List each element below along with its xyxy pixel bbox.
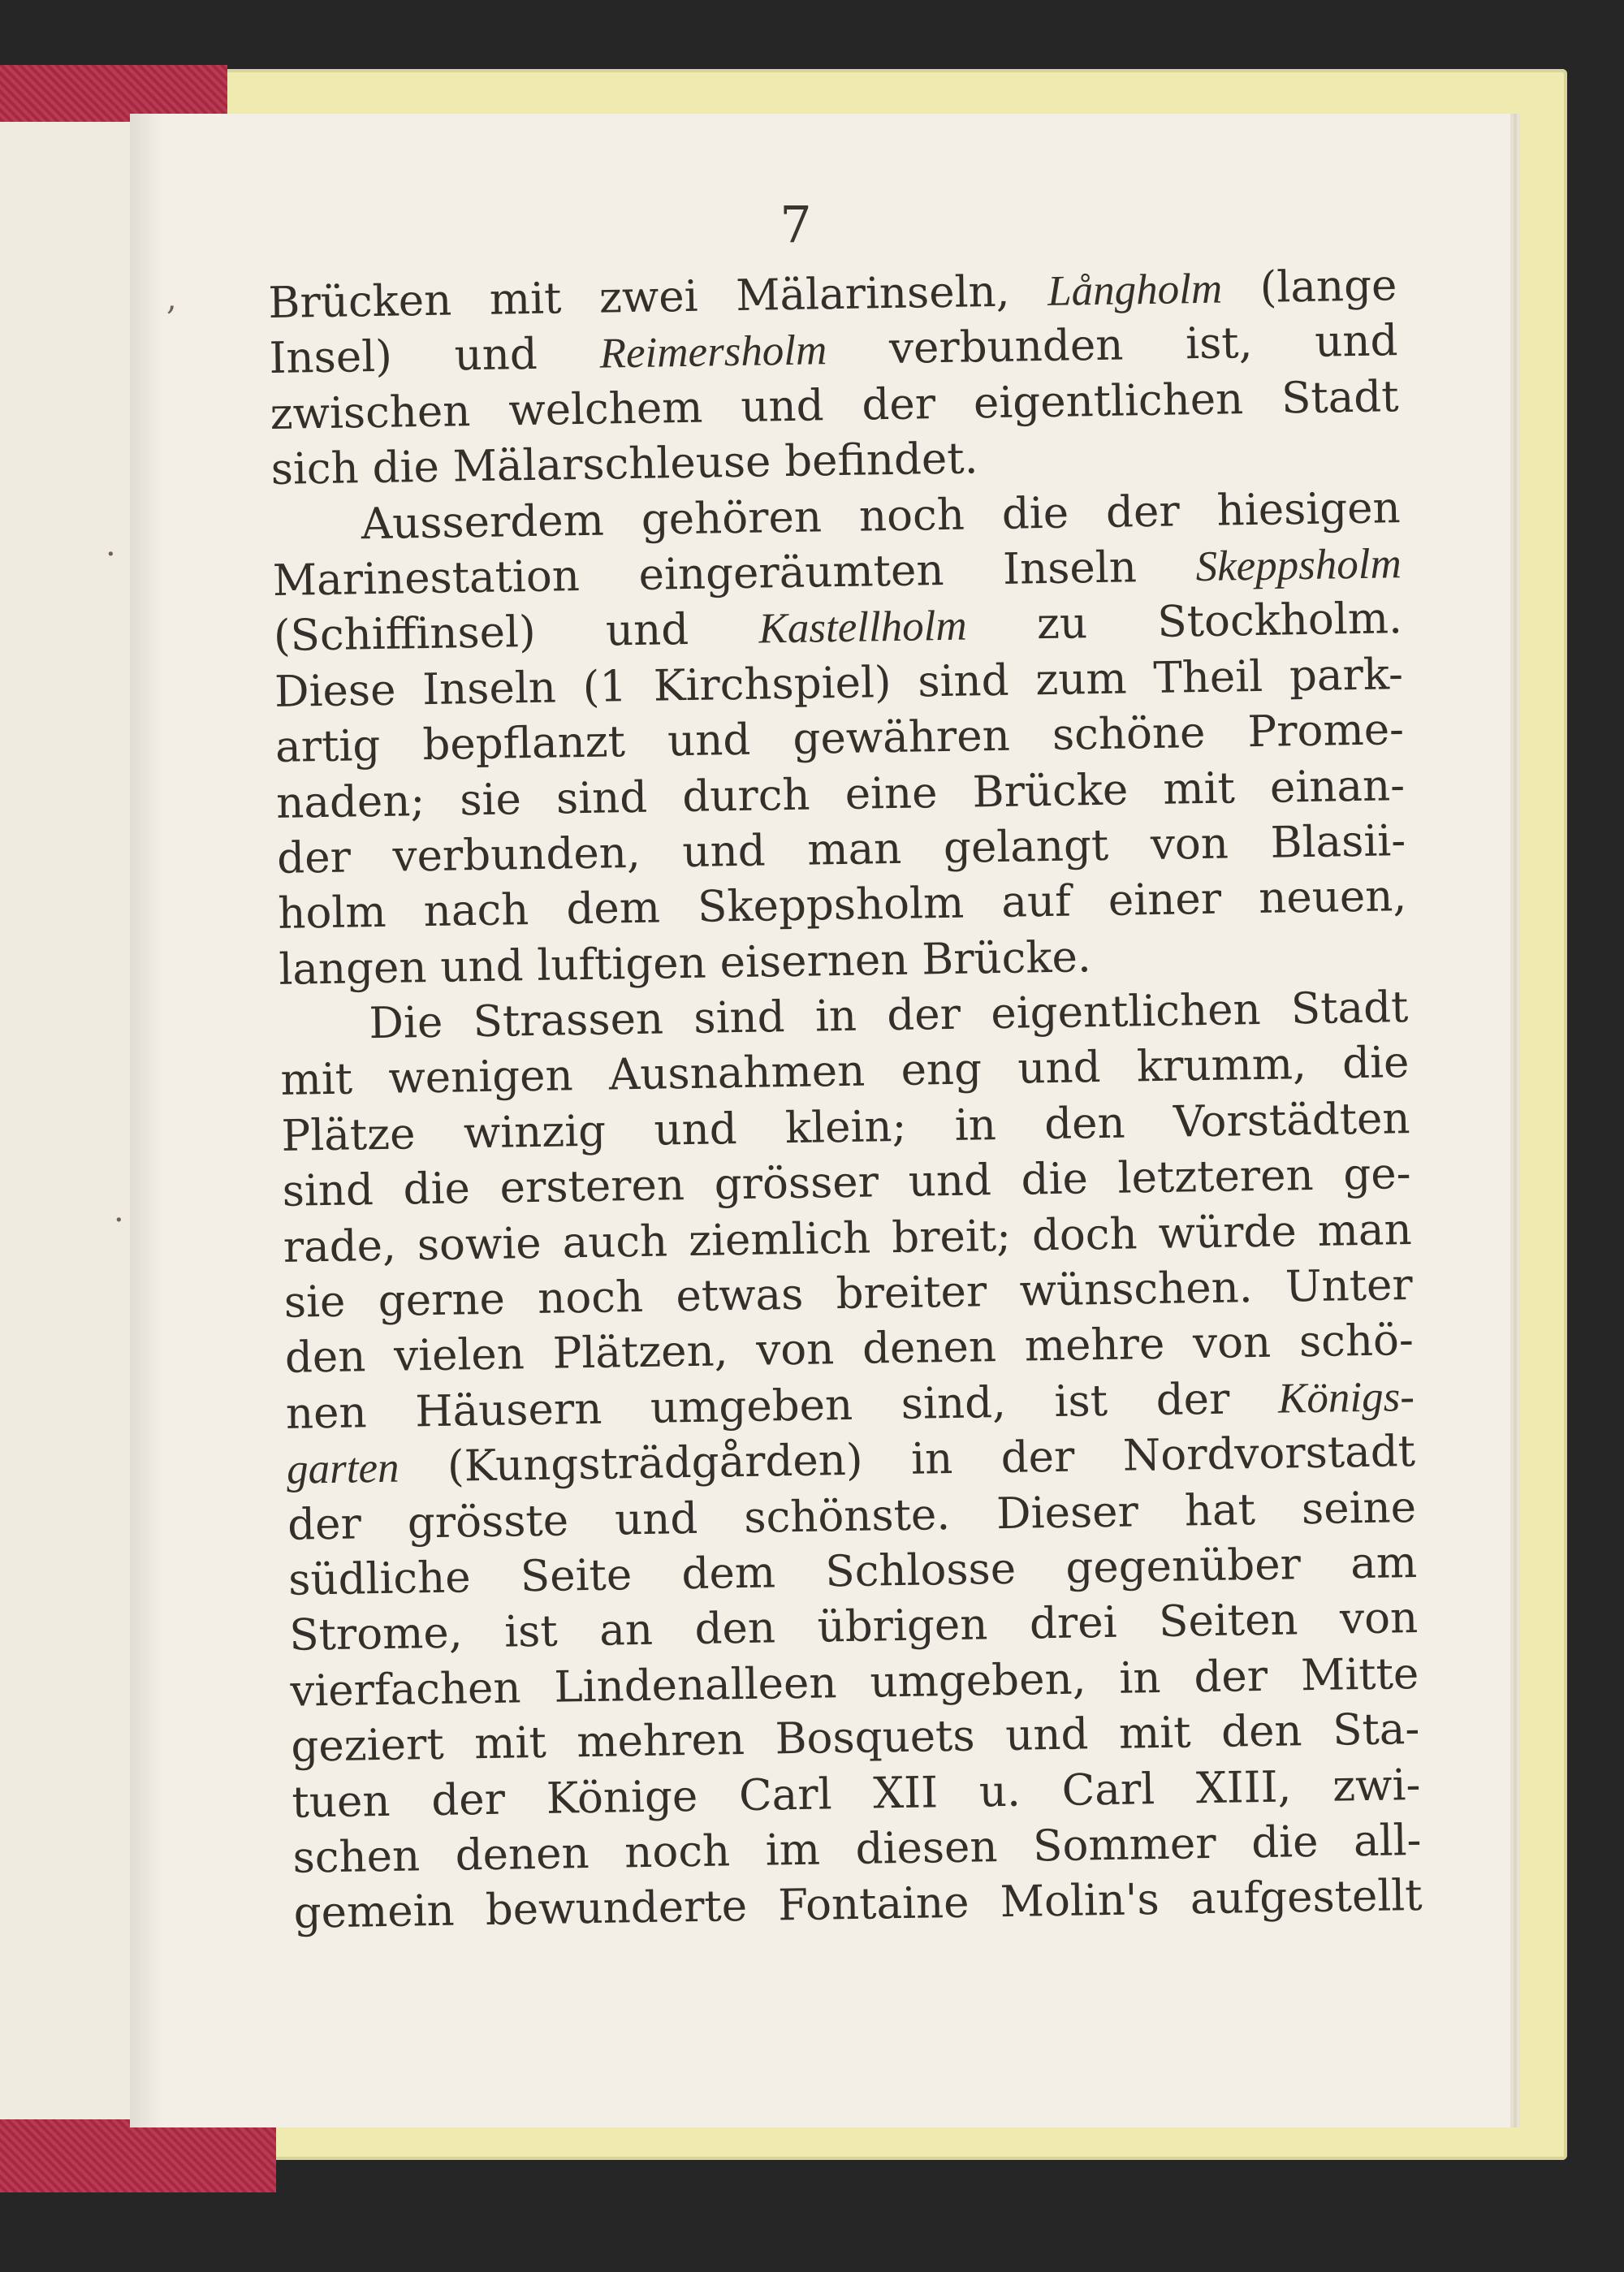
text-segment: nen Häusern umgeben sind, ist der [285, 1373, 1279, 1439]
text-segment: rade, sowie auch ziemlich breit; doch würde man [283, 1204, 1413, 1272]
text-segment: der grösste und schönste. Dieser hat seine [287, 1482, 1417, 1550]
text-segment: Ausserdem gehören noch die der hiesigen [361, 482, 1402, 549]
text-segment: vierfachen Lindenalleen umgeben, in der Mitte [289, 1648, 1419, 1717]
margin-speck: · [106, 536, 116, 573]
page-body-text [268, 258, 1423, 1942]
text-segment: tuen der Könige Carl XII u. Carl XIII, zwi- [292, 1760, 1421, 1828]
text-segment: verbunden ist, und [826, 316, 1398, 375]
text-segment: den vielen Plätzen, von denen mehre von schö- [284, 1315, 1415, 1384]
text-segment: Insel) und [269, 328, 601, 384]
italic-place-name: garten [286, 1444, 400, 1494]
text-segment: (lange [1221, 261, 1397, 313]
italic-place-name: Kastellholm [758, 602, 968, 653]
italic-place-name: Skeppsholm [1195, 540, 1402, 591]
text-segment: Diese Inseln (1 Kirchspiel) sind zum Theil park- [274, 649, 1404, 717]
text-segment: artig bepflanzt und gewähren schöne Prome- [274, 705, 1405, 773]
text-segment: zu Stockholm. [966, 594, 1403, 650]
text-segment: (Schiffinsel) und [273, 603, 759, 662]
text-segment: sich die Mälarschleuse befindet. [270, 434, 978, 495]
margin-speck: , [166, 280, 177, 317]
text-segment: schen denen noch im diesen Sommer die all- [292, 1815, 1422, 1883]
text-segment: sie gerne noch etwas breiter wünschen. Unter [283, 1260, 1414, 1328]
text-segment: (Kungsträdgården) in der Nordvorstadt [398, 1427, 1416, 1492]
text-segment: mit wenigen Ausnahmen eng und krumm, die [280, 1038, 1410, 1106]
page-number: 7 [780, 195, 812, 254]
page-gutter-shadow [130, 114, 162, 2127]
text-segment: zwischen welchem und der eigentlichen Stadt [270, 371, 1399, 439]
text-segment: südliche Seite dem Schlosse gegenüber am [287, 1537, 1418, 1605]
text-segment: der verbunden, und man gelangt von Blasii- [276, 815, 1406, 883]
italic-place-name: Långholm [1047, 265, 1223, 315]
text-segment: gemein bewunderte Fontaine Molin's aufgestellt [293, 1871, 1423, 1939]
text-segment: Brücken mit zwei Mälarinseln, [268, 266, 1048, 328]
text-segment: Marinestation eingeräumten Inseln [272, 542, 1197, 606]
text-segment: Strome, ist an den übrigen drei Seiten von [288, 1593, 1419, 1661]
italic-place-name: Reimersholm [599, 326, 827, 378]
text-segment: geziert mit mehren Bosquets und mit den Sta- [290, 1704, 1420, 1772]
text-segment: naden; sie sind durch eine Brücke mit einan- [275, 760, 1406, 828]
text-segment: Die Strassen sind in der eigentlichen Stadt [368, 983, 1409, 1049]
text-segment: Plätze winzig und klein; in den Vorstädten [281, 1093, 1410, 1161]
text-segment: langen und luftigen eisernen Brücke. [278, 931, 1092, 995]
italic-place-name: Königs- [1277, 1372, 1415, 1423]
left-endpaper [0, 122, 142, 2119]
margin-speck: · [114, 1202, 124, 1239]
text-segment: sind die ersteren grösser und die letzteren ge- [282, 1149, 1412, 1217]
text-segment: holm nach dem Skeppsholm auf einer neuen, [277, 871, 1407, 939]
